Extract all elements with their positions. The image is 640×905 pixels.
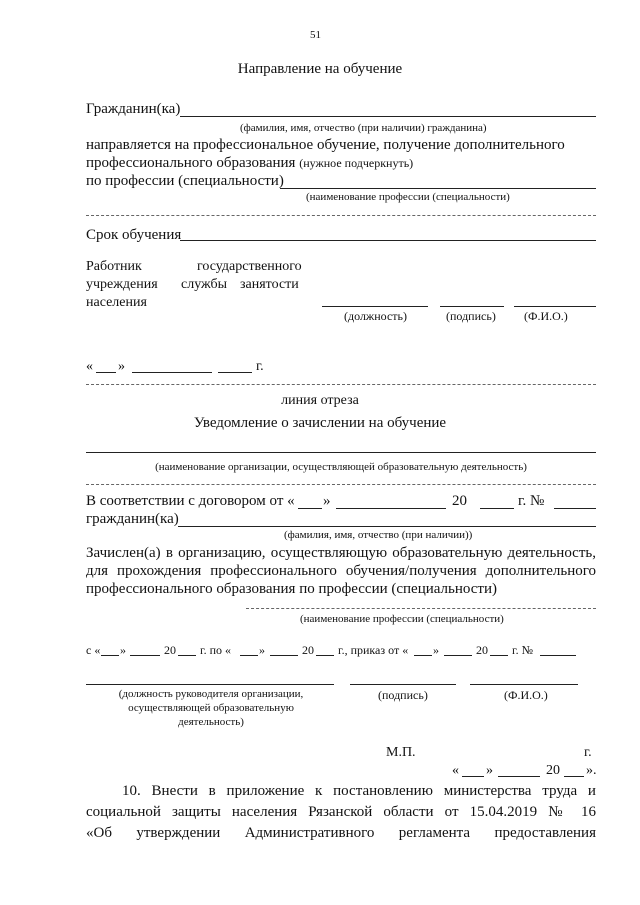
item10-l3-w2: утверждении [136,825,221,841]
head-fio-line [470,684,578,685]
item10-line-1 [86,784,596,799]
period-close-1: » [120,643,126,657]
stamp-year-suffix: г. [584,745,592,760]
period-month-1-line [130,655,160,656]
head-caption-2: осуществляющей образовательную [128,702,294,714]
final-date-end: ». [586,763,597,778]
final-date-20: 20 [546,763,560,778]
period-from: с « [86,643,101,657]
item10-w4: приложение [226,783,305,799]
final-date-year-line [564,776,584,777]
item10-w3: в [208,783,216,799]
date-year-suffix: г. [256,359,264,374]
period-close-2: » [259,643,265,657]
org-line [86,452,596,453]
employee-line-2c: занятости [240,277,299,292]
item10-w7: министерства [443,783,532,799]
head-caption-3: деятельность) [178,716,244,728]
employee-line-3: населения [86,295,147,310]
fio-caption: (Ф.И.О.) [524,309,568,323]
order-20: 20 [476,643,488,657]
item10-line-3 [86,826,596,841]
signature-line [440,306,504,307]
period-year-2-line [316,655,334,656]
head-fio-caption: (Ф.И.О.) [504,688,548,702]
item10-l3-w1: «Об [86,825,112,841]
final-date-day-line [462,776,484,777]
cut-line [86,384,596,385]
notice-profession-line [246,608,596,609]
head-position-line [86,684,334,685]
head-signature-caption: (подпись) [378,688,428,702]
citizen-label: Гражданин(ка) [86,101,181,117]
item10-l3-w5: предоставления [494,825,596,841]
sent-line-2-note: (нужное подчеркнуть) [299,156,414,170]
head-signature-line [350,684,456,685]
date-close: » [118,359,125,374]
contract-month-line [336,508,446,509]
notice-citizen-caption: (фамилия, имя, отчество (при наличии)) [284,529,473,541]
term-line [180,240,596,241]
notice-citizen-label: гражданин(ка) [86,511,179,527]
item10-w6: постановлению [333,783,433,799]
sent-line-1: направляется на профессиональное обучение, получение дополнительного [86,137,565,153]
period-to: г. по « [200,643,231,657]
head-caption-1: (должность руководителя организации, [118,688,304,700]
profession-caption: (наименование профессии (специальности) [306,191,510,203]
employee-line-2a: учреждения [86,277,158,292]
item10-w9: и [587,783,596,799]
period-month-2-line [270,655,298,656]
org-caption: (наименование организации, осуществляющей образовательную деятельность) [155,461,527,473]
term-label: Срок обучения [86,227,182,243]
sent-line-2-main: профессионального образования [86,155,296,171]
date-open: « [86,359,93,374]
period-year-1-line [178,655,196,656]
item10-w5: к [315,783,323,799]
org-extra-line [86,484,596,485]
order-day-line [414,655,432,656]
item10-w2: Внести [151,783,198,799]
contract-year: 20 [452,493,467,509]
date-day-line [96,372,116,373]
date-month-line [132,372,212,373]
citizen-caption: (фамилия, имя, отчество (при наличии) гражданина) [240,122,487,134]
enrolled-line-1: Зачислен(а) в организацию, осуществляющую образовательную деятельность, [86,545,596,561]
position-line [322,306,428,307]
order-num-line [540,655,576,656]
profession-extra-line [86,215,596,216]
contract-num-label: г. № [518,493,545,509]
profession-label: по профессии (специальности) [86,173,284,189]
contract-num-line [554,508,596,509]
order-close: » [433,643,439,657]
order-month-line [444,655,472,656]
contract-text: В соответствии с договором от « [86,493,295,509]
cut-line-label: линия отреза [281,393,359,408]
profession-line [280,188,596,189]
order-year-line [490,655,508,656]
item10-line-2: социальной защиты населения Рязанской области от 15.04.2019 № 16 [86,804,596,820]
notice-title: Уведомление о зачислении на обучение [193,415,447,431]
employee-line-2b: службы [181,277,228,292]
stamp-label: М.П. [386,745,416,760]
order-text: г., приказ от « [338,643,409,657]
page-number: 51 [310,29,321,41]
item10-w8: труда [542,783,578,799]
notice-citizen-line [178,526,596,527]
position-caption: (должность) [344,309,407,323]
date-year-line [218,372,252,373]
period-20-2: 20 [302,643,314,657]
period-20-1: 20 [164,643,176,657]
contract-day-line [298,508,322,509]
final-date-close: » [486,763,493,778]
enrolled-line-2: для прохождения профессионального обучения/получения дополнительного [86,563,596,579]
contract-year-line [480,508,514,509]
final-date-open: « [452,763,459,778]
employee-line-1a: Работник [86,259,142,274]
final-date-month-line [498,776,540,777]
enrolled-line-3: профессионального образования по профессии (специальности) [86,581,498,597]
citizen-line [180,116,596,117]
signature-caption: (подпись) [446,309,496,323]
fio-line [514,306,596,307]
contract-close: » [323,493,331,509]
period-day-2-line [240,655,258,656]
item10-l3-w4: регламента [398,825,471,841]
item10-w1: 10. [122,783,141,799]
order-num: г. № [512,643,534,657]
notice-profession-caption: (наименование профессии (специальности) [300,613,504,625]
employee-line-1b: государственного [197,259,302,274]
sent-line-2 [86,156,413,171]
period-day-1-line [101,655,119,656]
item10-l3-w3: Административного [244,825,375,841]
referral-title: Направление на обучение [237,61,403,77]
